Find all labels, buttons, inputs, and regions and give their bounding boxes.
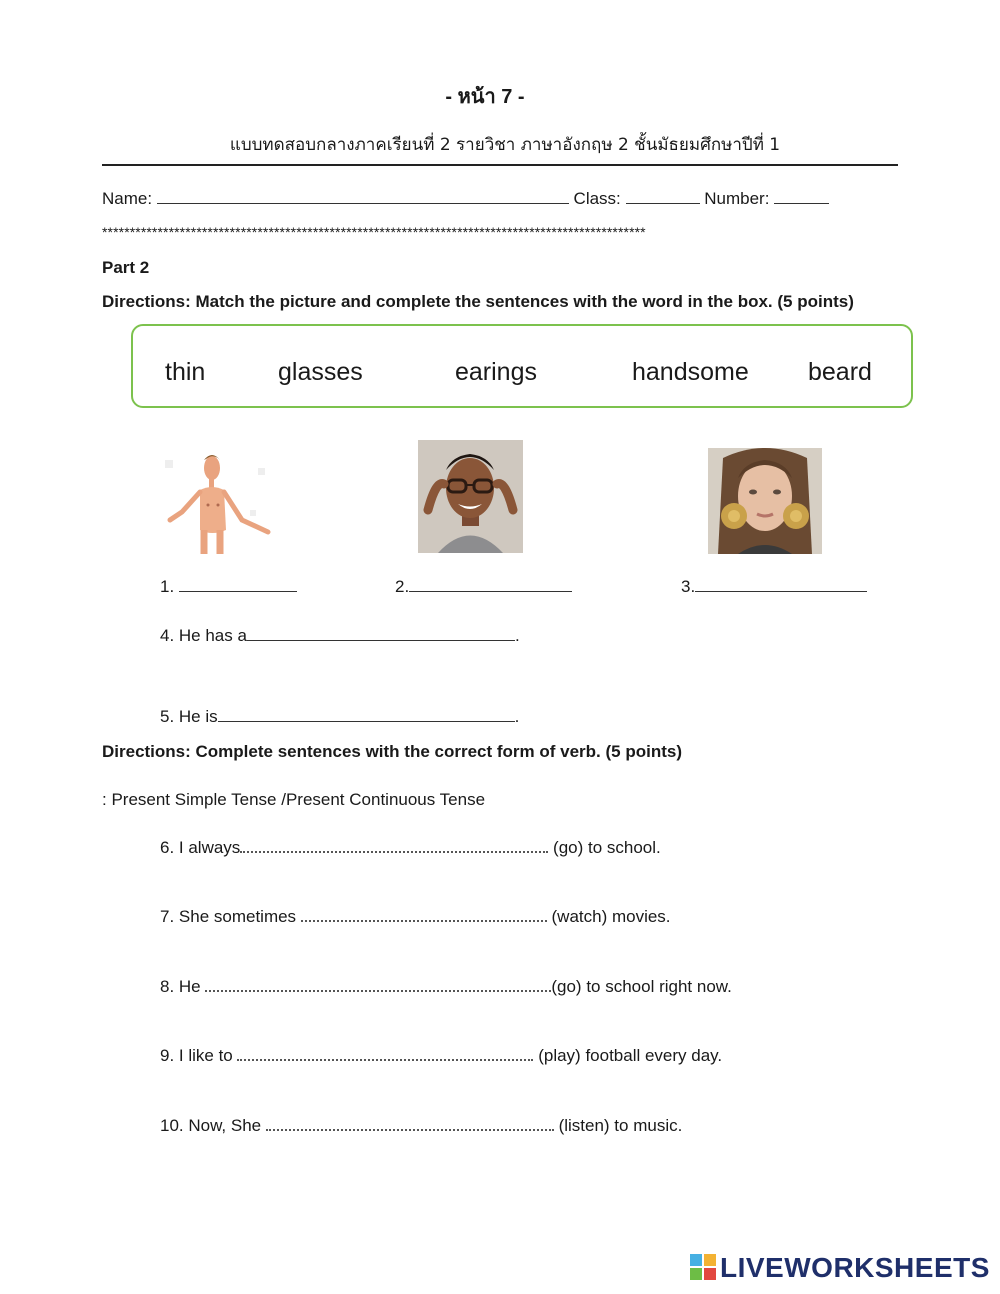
question-8 [160,977,732,997]
part-title: Part 2 [102,258,150,277]
question-5 [160,707,519,727]
word-thin: thin [165,358,206,386]
question-9-field[interactable] [237,1046,533,1061]
question-4-field[interactable] [247,626,515,641]
word-handsome: handsome [632,358,749,386]
logo-text: LIVEWORKSHEETS [720,1252,990,1283]
answer-1-number: 1. [160,577,175,596]
question-4-text: 4. He has a [160,626,247,645]
question-10-field[interactable] [266,1116,554,1131]
question-8-before: 8. He [160,977,206,996]
answer-3-number: 3. [681,577,696,596]
number-label: Number: [704,189,770,208]
question-6-before: 6. I always [160,838,241,857]
question-7-field[interactable] [301,907,547,922]
word-beard: beard [808,358,872,386]
question-4-period: . [514,626,520,645]
answer-2-number: 2. [395,577,410,596]
question-5-field[interactable] [218,707,515,722]
question-9 [160,1046,722,1066]
question-5-period: . [514,707,520,726]
woman-glasses-picture [418,440,523,553]
question-10-after: (listen) to music. [553,1116,683,1135]
answer-2-field[interactable] [409,577,572,592]
question-8-after: (go) to school right now. [551,977,732,996]
question-7-after: (watch) movies. [546,907,671,926]
thin-man-picture [160,450,275,555]
tense-note: : Present Simple Tense /Present Continuous Tense [102,790,486,809]
question-7 [160,907,671,927]
question-6-field[interactable] [240,838,548,853]
word-glasses: glasses [278,358,363,386]
answer-1-field[interactable] [179,577,297,592]
question-9-before: 9. I like to [160,1046,238,1065]
question-10 [160,1116,682,1136]
class-field[interactable] [626,189,700,204]
page-number: - หน้า 7 - [445,86,525,108]
word-earings: earings [455,358,537,386]
directions-verbs: Directions: Complete sentences with the correct form of verb. (5 points) [102,742,682,761]
question-9-after: (play) football every day. [533,1046,723,1065]
student-info-row [102,189,829,209]
picture-answer-3 [681,577,867,597]
exam-title: แบบทดสอบกลางภาคเรียนที่ 2 รายวิชา ภาษาอังกฤษ 2 ชั้นมัธยมศึกษาปีที่ 1 [229,135,781,155]
liveworksheets-logo [690,1252,990,1284]
question-6 [160,838,661,858]
answer-3-field[interactable] [695,577,867,592]
name-field[interactable] [157,189,569,204]
class-label: Class: [573,189,621,208]
question-10-before: 10. Now, She [160,1116,266,1135]
question-4 [160,626,520,646]
number-field[interactable] [774,189,829,204]
directions-matching: Directions: Match the picture and complete the sentences with the word in the box. (5 points) [102,292,854,311]
picture-answer-1 [160,577,297,597]
woman-earrings-picture [708,448,822,554]
header-divider [102,164,898,166]
logo-badge-icon [690,1254,716,1280]
question-8-field[interactable] [205,977,551,992]
question-6-after: (go) to school. [548,838,661,857]
picture-answer-2 [395,577,572,597]
star-separator: ************************************************************************************************** [102,224,646,240]
question-7-before: 7. She sometimes [160,907,301,926]
name-label: Name: [102,189,153,208]
question-5-text: 5. He is [160,707,218,726]
